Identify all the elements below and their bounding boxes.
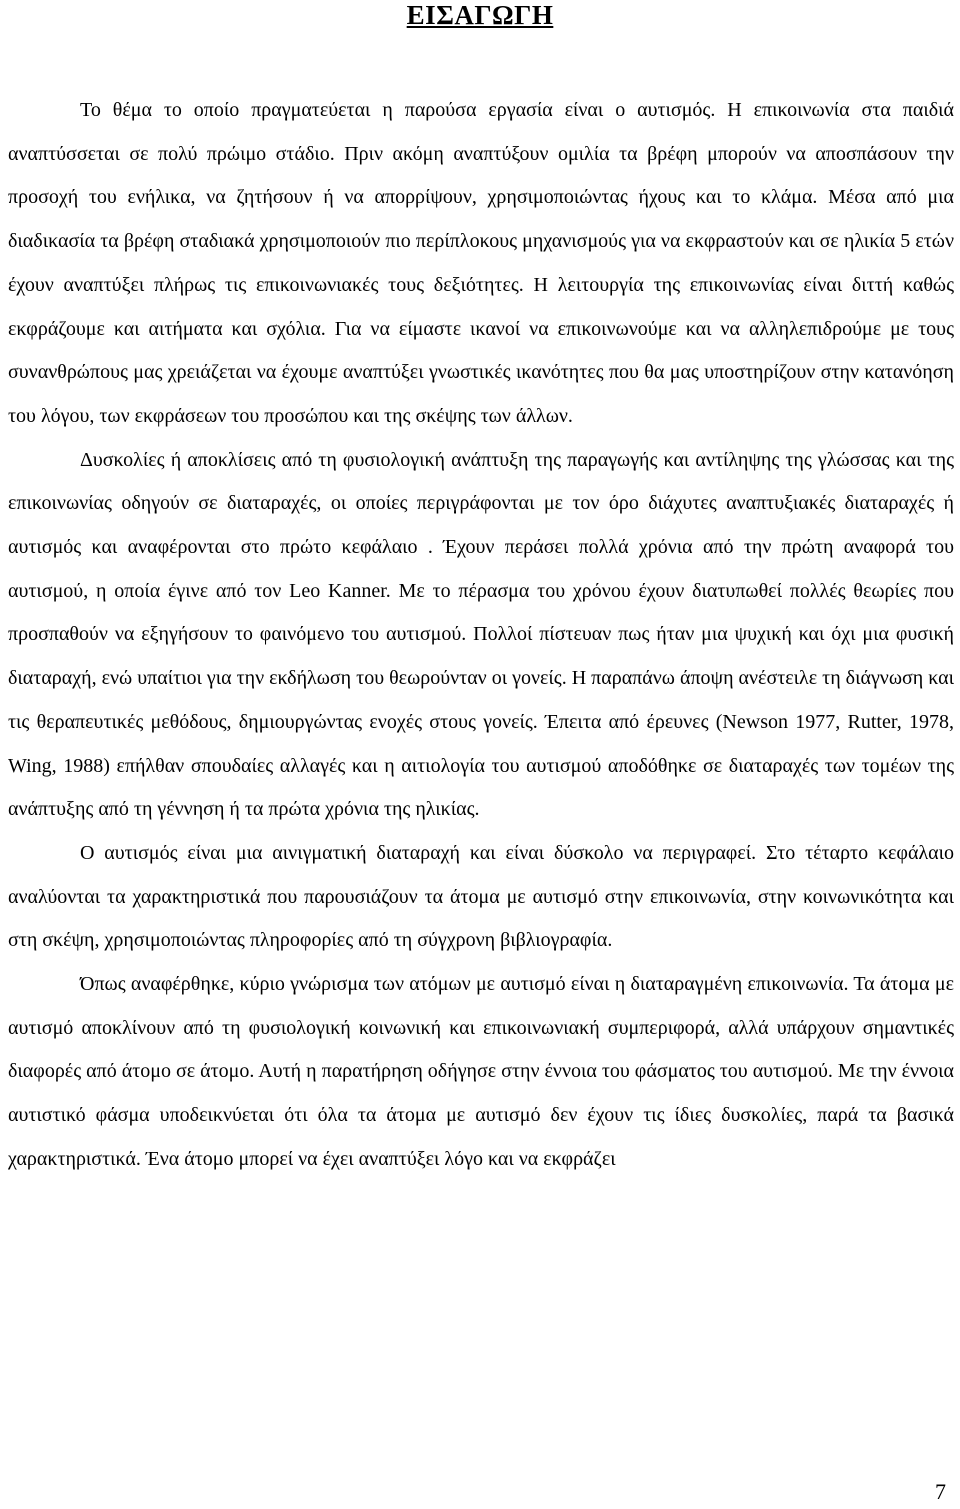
document-body	[8, 89, 954, 1182]
paragraph-difficulties: Δυσκολίες ή αποκλίσεις από τη φυσιολογική ανάπτυξη της παραγωγής και αντίληψης της γλώσσας και της επικοινωνίας οδηγούν σε διαταραχές, οι οποίες περιγράφονται με τον όρο διάχυτες αναπτυξιακές διαταραχές ή αυτισμός και αναφέρονται στο πρώτο κεφάλαιο . Έχουν περάσει πολλά χρόνια από την πρώτη αναφορά του αυτισμού, η οποία έγινε από τον Leo Kanner. Με το πέρασμα του χρόνου έχουν διατυπωθεί πολλές θεωρίες που προσπαθούν να εξηγήσουν το φαινόμενο του αυτισμού. Πολλοί πίστευαν πως ήταν μια ψυχική και όχι μια φυσική διαταραχή, ενώ υπαίτιοι για την εκδήλωση του θεωρούνταν οι γονείς. Η παραπάνω άποψη ανέστειλε τη διάγνωση και τις θεραπευτικές μεθόδους, δημιουργώντας ενοχές στους γονείς. Έπειτα από έρευνες (Newson 1977, Rutter, 1978, Wing, 1988) επήλθαν σπουδαίες αλλαγές και η αιτιολογία του αυτισμού αποδόθηκε σε διαταραχές των τομέων της ανάπτυξης από τη γέννηση ή τα πρώτα χρόνια της ηλικίας.	[8, 448, 954, 821]
page-number: 7	[935, 1479, 946, 1504]
paragraph-enigmatic-disorder: Ο αυτισμός είναι μια αινιγματική διαταραχή και είναι δύσκολο να περιγραφεί. Στο τέταρτο κεφάλαιο αναλύονται τα χαρακτηριστικά που παρουσιάζουν τα άτομα με αυτισμό στην επικοινωνία, στην κοινωνικότητα και στη σκέψη, χρησιμοποιώντας πληροφορίες από τη σύγχρονη βιβλιογραφία.	[8, 841, 954, 952]
page-title: ΕΙΣΑΓΩΓΗ	[406, 0, 554, 30]
paragraph-introduction: Το θέμα το οποίο πραγματεύεται η παρούσα εργασία είναι ο αυτισμός. Η επικοινωνία στα παιδιά αναπτύσσεται σε πολύ πρώιμο στάδιο. Πριν ακόμη αναπτύξουν ομιλία τα βρέφη μπορούν να αποσπάσουν την προσοχή του ενήλικα, να ζητήσουν ή να απορρίψουν, χρησιμοποιώντας ήχους και το κλάμα. Μέσα από μια διαδικασία τα βρέφη σταδιακά χρησιμοποιούν πιο περίπλοκους μηχανισμούς για να εκφραστούν και σε ηλικία 5 ετών έχουν αναπτύξει πλήρως τις επικοινωνιακές τους δεξιότητες. Η λειτουργία της επικοινωνίας είναι διττή καθώς εκφράζουμε και αιτήματα και σχόλια. Για να είμαστε ικανοί να επικοινωνούμε και να αλληλεπιδρούμε με τους συνανθρώπους μας χρειάζεται να έχουμε αναπτύξει γνωστικές ικανότητες που θα μας υποστηρίζουν στην κατανόηση του λόγου, των εκφράσεων του προσώπου και της σκέψης των άλλων.	[8, 99, 954, 427]
paragraph-autism-spectrum: Όπως αναφέρθηκε, κύριο γνώρισμα των ατόμων με αυτισμό είναι η διαταραγμένη επικοινωνία. Τα άτομα με αυτισμό αποκλίνουν από τη φυσιολογική κοινωνική και επικοινωνιακή συμπεριφορά, αλλά υπάρχουν σημαντικές διαφορές από άτομο σε άτομο. Αυτή η παρατήρηση οδήγησε στην έννοια του φάσματος του αυτισμού. Με την έννοια αυτιστικό φάσμα υποδεικνύεται ότι όλα τα άτομα με αυτισμό δεν έχουν τις ίδιες δυσκολίες, παρά τα βασικά χαρακτηριστικά. Ένα άτομο μπορεί να έχει αναπτύξει λόγο και να εκφράζει	[8, 973, 954, 1170]
